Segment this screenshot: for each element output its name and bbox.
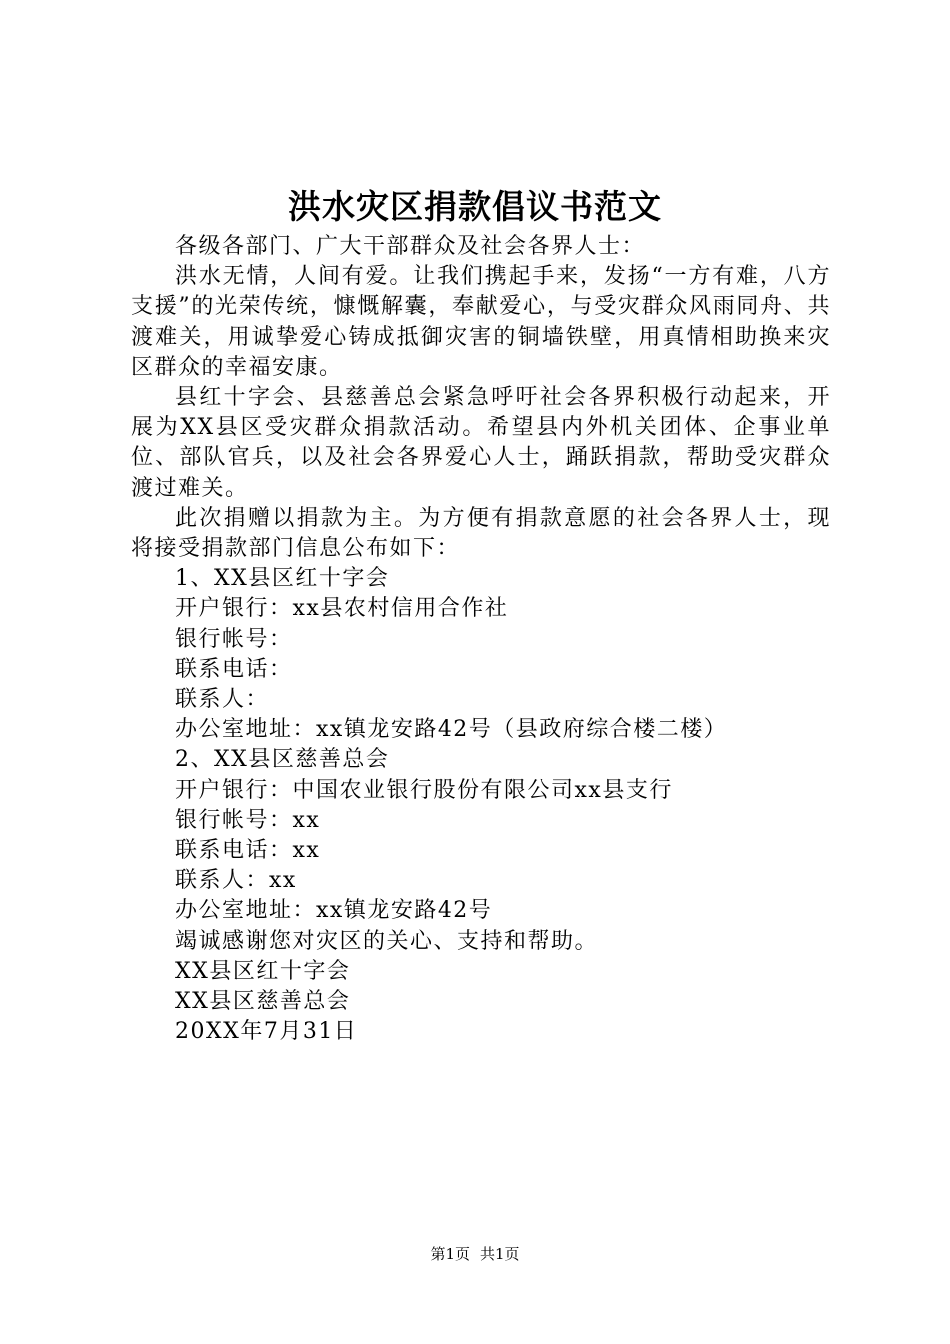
- org2-account: 银行帐号：xx: [175, 807, 321, 833]
- signature-1: XX县区红十字会: [175, 958, 351, 984]
- page-number-current: 第1页: [430, 1245, 470, 1263]
- paragraph-2: 县红十字会、县慈善总会紧急呼吁社会各界积极行动起来，开展为XX县区受灾群众捐款活动。希望县内外机关团体、企事业单位、部队官兵，以及社会各界爱心人士，踊跃捐款，帮助受灾群众渡过难关。: [131, 385, 831, 501]
- signature-2: XX县区慈善总会: [175, 989, 351, 1015]
- paragraph-1: 洪水无情，人间有爱。让我们携起手来，发扬“一方有难，八方支援”的光荣传统，慷慨解囊，奉献爱心，与受灾群众风雨同舟、共渡难关，用诚挚爱心铸成抵御灾害的铜墙铁壁，用真情相助换来灾区群众的幸福安康。: [131, 264, 831, 380]
- document-body: [131, 232, 831, 1047]
- org1-account: 银行帐号：: [175, 626, 293, 652]
- org2-phone: 联系电话：xx: [175, 838, 321, 864]
- org1-heading: 1、XX县区红十字会: [175, 566, 390, 592]
- document-title: 洪水灾区捐款倡议书范文: [288, 187, 662, 226]
- org2-address: 办公室地址：xx镇龙安路42号: [175, 898, 493, 924]
- org2-contact: 联系人：xx: [175, 868, 297, 894]
- org1-bank: 开户银行：xx县农村信用合作社: [175, 596, 509, 622]
- org1-phone: 联系电话：: [175, 656, 293, 682]
- org2-bank: 开户银行：中国农业银行股份有限公司xx县支行: [175, 777, 673, 803]
- org1-address: 办公室地址：xx镇龙安路42号（县政府综合楼二楼）: [175, 717, 728, 743]
- document-date: 20XX年7月31日: [175, 1019, 358, 1045]
- org2-heading: 2、XX县区慈善总会: [175, 747, 390, 773]
- closing-line: 竭诚感谢您对灾区的关心、支持和帮助。: [175, 928, 599, 954]
- page-footer: [0, 1242, 950, 1266]
- page-number-total: 共1页: [480, 1245, 520, 1263]
- org1-contact: 联系人：: [175, 687, 270, 713]
- salutation: 各级各部门、广大干部群众及社会各界人士：: [175, 234, 646, 259]
- paragraph-3: 此次捐赠以捐款为主。为方便有捐款意愿的社会各界人士，现将接受捐款部门信息公布如下：: [131, 505, 831, 562]
